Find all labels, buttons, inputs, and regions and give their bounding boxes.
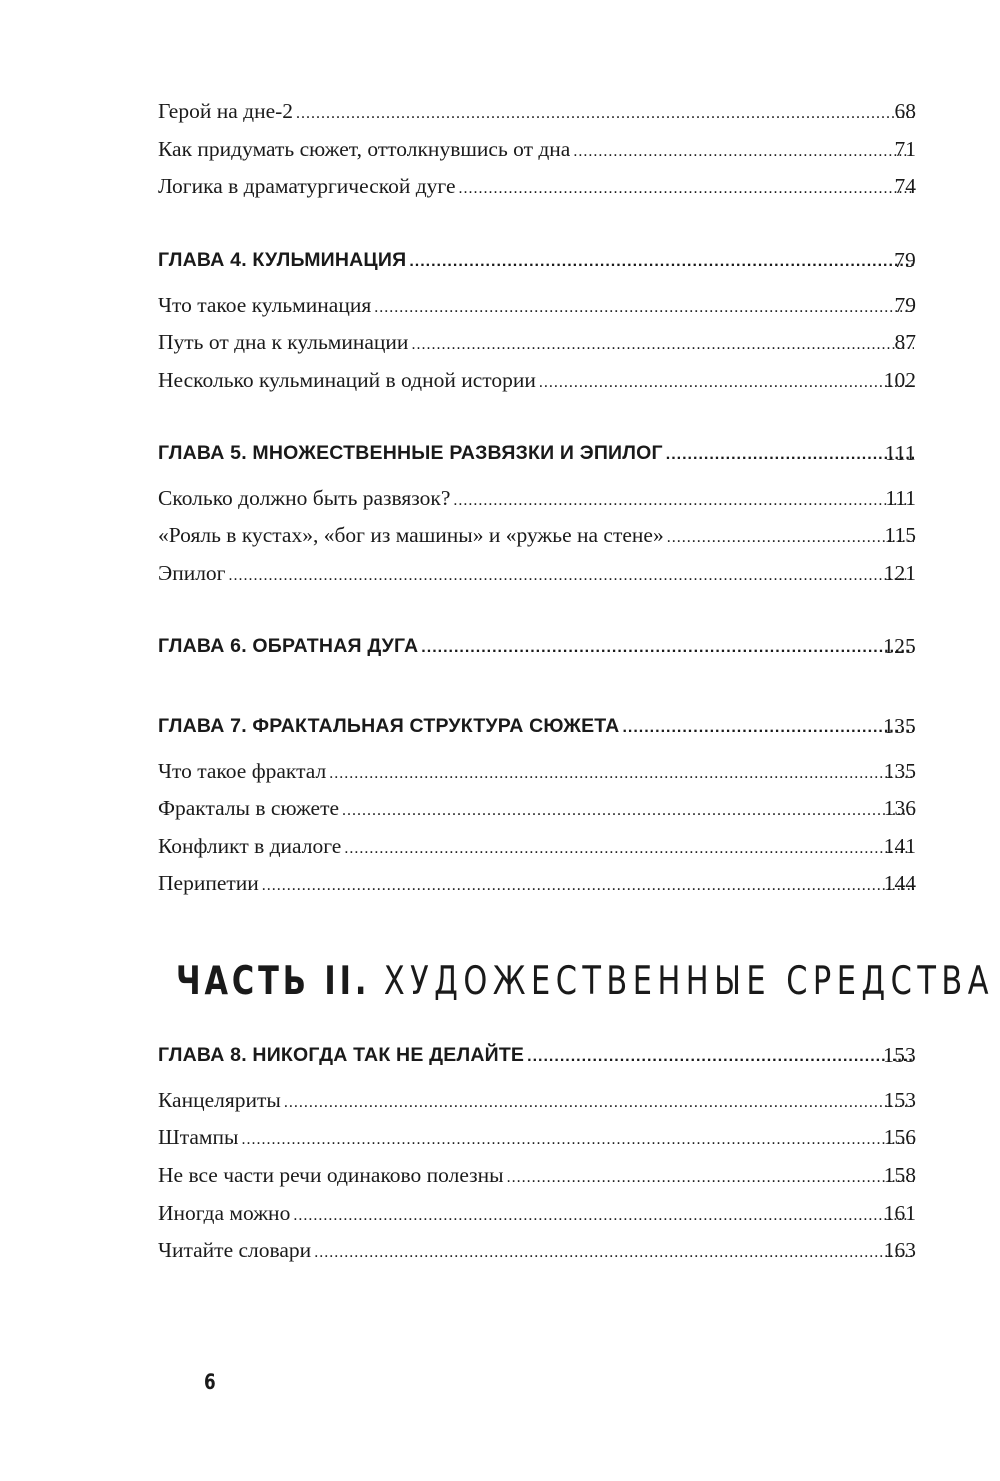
toc-chapter-entry	[158, 243, 918, 277]
toc-entry-title: Логика в драматургической дуге	[158, 174, 456, 198]
toc-entry	[158, 325, 918, 359]
toc-entry-title: Фракталы в сюжете	[158, 796, 340, 820]
toc-entry-page: 79	[894, 248, 916, 272]
leader-dots	[539, 363, 914, 400]
toc-entry-page: 158	[883, 1163, 916, 1187]
leader-dots	[453, 481, 914, 518]
toc-entry	[158, 518, 918, 552]
leader-dots	[293, 1196, 914, 1233]
leader-dots	[458, 169, 914, 206]
toc-entry-title: Что такое фрактал	[158, 759, 327, 783]
toc-entry-page: 141	[883, 834, 916, 858]
leader-dots	[527, 1038, 914, 1074]
leader-dots	[421, 629, 914, 665]
toc-entry	[158, 754, 918, 788]
toc-entry	[158, 94, 918, 128]
toc-chapter-entry	[158, 436, 918, 470]
leader-dots	[342, 791, 914, 828]
toc-entry	[158, 866, 918, 900]
toc-chapter-entry	[158, 1038, 918, 1072]
toc-chapter-title: ГЛАВА 7. ФРАКТАЛЬНАЯ СТРУКТУРА СЮЖЕТА	[158, 715, 620, 737]
toc-entry-title: Читайте словари	[158, 1238, 312, 1262]
leader-dots	[284, 1083, 914, 1120]
toc-entry-title: Не все части речи одинаково полезны	[158, 1163, 504, 1187]
leader-dots	[241, 1120, 914, 1157]
toc-entry	[158, 132, 918, 166]
toc-entry-page: 144	[883, 871, 916, 895]
toc-entry	[158, 288, 918, 322]
toc-entry-title: Эпилог	[158, 561, 226, 585]
toc-entry-title: Иногда можно	[158, 1201, 291, 1225]
toc-entry	[158, 556, 918, 590]
toc-entry-title: Путь от дна к кульминации	[158, 330, 409, 354]
toc-entry-title: Сколько должно быть развязок?	[158, 486, 451, 510]
leader-dots	[229, 556, 914, 593]
toc-entry-page: 156	[883, 1125, 916, 1149]
toc-entry	[158, 481, 918, 515]
toc-chapter-title: ГЛАВА 8. НИКОГДА ТАК НЕ ДЕЛАЙТЕ	[158, 1044, 525, 1066]
toc-entry-title: «Рояль в кустах», «бог из машины» и «ружье на стене»	[158, 523, 664, 547]
toc-entry	[158, 363, 918, 397]
leader-dots	[374, 288, 914, 325]
leader-dots	[411, 325, 914, 362]
toc-entry	[158, 1158, 918, 1192]
toc-entry	[158, 1120, 918, 1154]
toc-entry-page: 111	[884, 441, 916, 465]
part-heading	[176, 954, 994, 1010]
toc-entry-page: 125	[883, 634, 916, 658]
toc-entry-page: 135	[883, 714, 916, 738]
toc-chapter-entry	[158, 709, 918, 743]
toc-entry-page: 79	[894, 293, 916, 317]
part-title: ХУДОЖЕСТВЕННЫЕ СРЕДСТВА	[383, 959, 994, 1004]
toc-chapter-title: ГЛАВА 4. КУЛЬМИНАЦИЯ	[158, 249, 407, 271]
toc-entry-page: 71	[894, 137, 916, 161]
toc-entry-title: Герой на дне-2	[158, 99, 294, 123]
toc-entry-title: Что такое кульминация	[158, 293, 372, 317]
toc-entry-title: Канцеляриты	[158, 1088, 281, 1112]
leader-dots	[507, 1158, 914, 1195]
toc-entry-title: Конфликт в диалоге	[158, 834, 342, 858]
leader-dots	[344, 829, 914, 866]
toc-entry-page: 136	[883, 796, 916, 820]
page-number: 6	[204, 1370, 216, 1394]
toc-entry-title: Штампы	[158, 1125, 239, 1149]
toc-chapter-title: ГЛАВА 5. МНОЖЕСТВЕННЫЕ РАЗВЯЗКИ И ЭПИЛОГ	[158, 442, 663, 464]
toc-entry-page: 74	[894, 174, 916, 198]
toc-entry-title: Перипетии	[158, 871, 259, 895]
toc-entry-title: Несколько кульминаций в одной истории	[158, 368, 536, 392]
toc-entry-page: 111	[885, 486, 916, 510]
toc-entry	[158, 829, 918, 863]
leader-dots	[409, 243, 914, 279]
toc-entry-page: 121	[883, 561, 916, 585]
toc-entry	[158, 169, 918, 203]
toc-entry-page: 68	[894, 99, 916, 123]
toc-entry	[158, 791, 918, 825]
toc-entry-page: 87	[894, 330, 916, 354]
toc-entry-page: 115	[884, 523, 916, 547]
toc-entry-page: 153	[883, 1088, 916, 1112]
toc-entry	[158, 1196, 918, 1230]
leader-dots	[329, 754, 914, 791]
toc-entry-page: 153	[883, 1043, 916, 1067]
toc-chapter-title: ГЛАВА 6. ОБРАТНАЯ ДУГА	[158, 635, 419, 657]
leader-dots	[262, 866, 914, 903]
part-label: ЧАСТЬ II.	[176, 959, 371, 1004]
toc-chapter-entry	[158, 629, 918, 663]
toc-entry-page: 102	[883, 368, 916, 392]
toc-entry	[158, 1083, 918, 1117]
toc-entry-page: 161	[883, 1201, 916, 1225]
toc-entry-page: 163	[883, 1238, 916, 1262]
toc-entry-page: 135	[883, 759, 916, 783]
leader-dots	[314, 1233, 914, 1270]
leader-dots	[296, 94, 914, 131]
toc-entry-title: Как придумать сюжет, оттолкнувшись от дна	[158, 137, 571, 161]
toc-entry	[158, 1233, 918, 1267]
